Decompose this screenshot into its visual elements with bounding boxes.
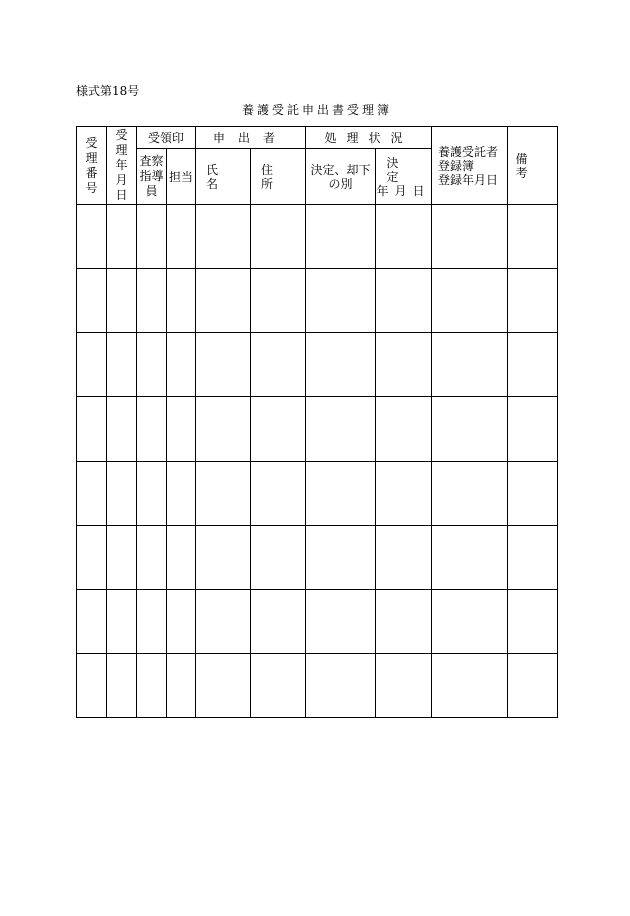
header-registry-line1: 養護受託者 bbox=[438, 144, 499, 159]
header-receipt-number bbox=[77, 127, 107, 205]
table-cell bbox=[306, 653, 376, 717]
table-cell bbox=[77, 205, 107, 269]
table-cell bbox=[508, 525, 558, 589]
table-cell bbox=[376, 525, 432, 589]
header-in-charge-text: 担当 bbox=[169, 169, 194, 184]
header-applicant-text: 申出者 bbox=[213, 130, 289, 145]
table-cell bbox=[107, 205, 137, 269]
table-cell bbox=[137, 525, 167, 589]
table-cell bbox=[167, 333, 196, 397]
header-decision-type-line1: 決定、却下 bbox=[310, 162, 371, 177]
header-processing-status-text: 処理状況 bbox=[324, 130, 413, 145]
table-cell bbox=[306, 333, 376, 397]
header-decision-date-line2: 年月日 bbox=[376, 183, 431, 198]
table-cell bbox=[251, 461, 306, 525]
table-cell bbox=[107, 461, 137, 525]
table-cell bbox=[508, 653, 558, 717]
register-table bbox=[76, 126, 558, 718]
header-registry bbox=[432, 127, 508, 205]
table-cell bbox=[77, 461, 107, 525]
table-cell bbox=[508, 461, 558, 525]
table-row bbox=[77, 589, 558, 653]
header-decision-type-line2: の別 bbox=[328, 176, 353, 191]
table-cell bbox=[107, 397, 137, 461]
document-title: 養護受託申出書受理簿 bbox=[242, 103, 393, 117]
table-row bbox=[77, 461, 558, 525]
table-cell bbox=[196, 461, 251, 525]
table-cell bbox=[137, 653, 167, 717]
header-name-text: 氏名 bbox=[206, 162, 241, 191]
table-row bbox=[77, 397, 558, 461]
table-cell bbox=[196, 205, 251, 269]
table-cell bbox=[508, 589, 558, 653]
table-cell bbox=[306, 525, 376, 589]
header-receipt-seal bbox=[137, 127, 196, 149]
table-cell bbox=[196, 525, 251, 589]
table-cell bbox=[196, 653, 251, 717]
table-cell bbox=[251, 653, 306, 717]
table-cell bbox=[137, 589, 167, 653]
header-address-text: 住所 bbox=[261, 162, 296, 191]
table-row bbox=[77, 205, 558, 269]
table-cell bbox=[376, 653, 432, 717]
table-cell bbox=[251, 269, 306, 333]
table-cell bbox=[508, 333, 558, 397]
table-cell bbox=[196, 589, 251, 653]
table-cell bbox=[432, 205, 508, 269]
table-cell bbox=[77, 525, 107, 589]
table-cell bbox=[432, 525, 508, 589]
table-cell bbox=[306, 269, 376, 333]
table-cell bbox=[432, 589, 508, 653]
table-cell bbox=[137, 461, 167, 525]
header-receipt-number-text: 受理番号 bbox=[85, 135, 98, 195]
table-row bbox=[77, 269, 558, 333]
table-cell bbox=[137, 333, 167, 397]
table-cell bbox=[107, 653, 137, 717]
table-cell bbox=[508, 269, 558, 333]
table-cell bbox=[251, 205, 306, 269]
header-processing-status bbox=[306, 127, 432, 149]
table-cell bbox=[107, 333, 137, 397]
table-cell bbox=[376, 205, 432, 269]
table-cell bbox=[137, 269, 167, 333]
header-in-charge bbox=[167, 149, 196, 205]
table-cell bbox=[432, 653, 508, 717]
table-cell bbox=[167, 525, 196, 589]
table-cell bbox=[508, 397, 558, 461]
table-cell bbox=[137, 397, 167, 461]
header-decision-date bbox=[376, 149, 432, 205]
table-cell bbox=[432, 461, 508, 525]
table-cell bbox=[77, 653, 107, 717]
table-cell bbox=[376, 397, 432, 461]
table-cell bbox=[196, 269, 251, 333]
table-cell bbox=[306, 461, 376, 525]
header-decision-date-line1: 決定 bbox=[386, 155, 421, 184]
table-cell bbox=[306, 397, 376, 461]
header-registry-line2: 登録簿 bbox=[438, 158, 475, 173]
header-remarks bbox=[508, 127, 558, 205]
table-row bbox=[77, 525, 558, 589]
table-cell bbox=[376, 333, 432, 397]
table-cell bbox=[376, 589, 432, 653]
table-row bbox=[77, 333, 558, 397]
table-cell bbox=[306, 589, 376, 653]
header-receipt-date-text: 受理年月日 bbox=[115, 128, 128, 203]
table-cell bbox=[137, 205, 167, 269]
table-cell bbox=[251, 333, 306, 397]
header-row-top bbox=[77, 127, 558, 149]
table-cell bbox=[77, 397, 107, 461]
table-cell bbox=[251, 397, 306, 461]
table-cell bbox=[77, 269, 107, 333]
table-cell bbox=[167, 205, 196, 269]
table-cell bbox=[107, 269, 137, 333]
header-receipt-seal-text: 受領印 bbox=[148, 130, 185, 145]
table-cell bbox=[167, 461, 196, 525]
table-cell bbox=[251, 589, 306, 653]
header-inspector bbox=[137, 149, 167, 205]
table-cell bbox=[167, 269, 196, 333]
table-cell bbox=[107, 525, 137, 589]
table-cell bbox=[196, 397, 251, 461]
table-cell bbox=[107, 589, 137, 653]
header-registry-line3: 登録年月日 bbox=[438, 172, 499, 187]
table-row bbox=[77, 653, 558, 717]
table-cell bbox=[196, 333, 251, 397]
table-cell bbox=[432, 397, 508, 461]
table-cell bbox=[77, 589, 107, 653]
table-cell bbox=[77, 333, 107, 397]
form-number: 様式第18号 bbox=[76, 84, 140, 98]
header-applicant bbox=[196, 127, 306, 149]
table-cell bbox=[376, 461, 432, 525]
table-cell bbox=[167, 653, 196, 717]
table-cell bbox=[508, 205, 558, 269]
header-remarks-text: 備考 bbox=[515, 151, 550, 180]
header-address bbox=[251, 149, 306, 205]
table-cell bbox=[251, 525, 306, 589]
table-cell bbox=[167, 397, 196, 461]
table-cell bbox=[432, 333, 508, 397]
table-cell bbox=[306, 205, 376, 269]
header-inspector-text: 査察指導員 bbox=[139, 154, 164, 199]
table-cell bbox=[167, 589, 196, 653]
header-decision-type bbox=[306, 149, 376, 205]
header-receipt-date bbox=[107, 127, 137, 205]
table-cell bbox=[432, 269, 508, 333]
table-cell bbox=[376, 269, 432, 333]
header-name bbox=[196, 149, 251, 205]
